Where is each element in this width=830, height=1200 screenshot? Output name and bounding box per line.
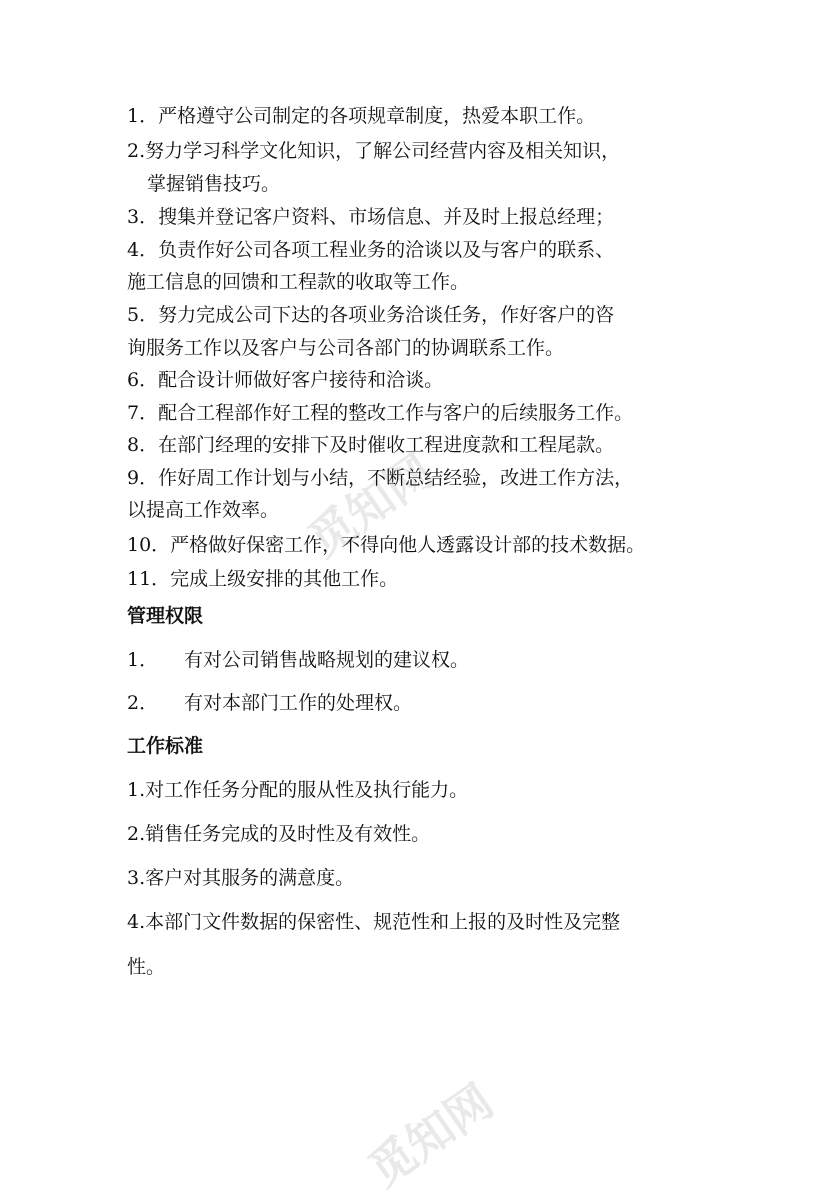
duty-line: 询服务工作以及客户与公司各部门的协调联系工作。	[127, 337, 565, 359]
standard-item: 性。	[127, 956, 166, 978]
duty-line: 3．搜集并登记客户资料、市场信息、并及时上报总经理；	[127, 206, 615, 228]
authority-heading: 管理权限	[127, 605, 204, 627]
authority-item-number: 2．	[127, 692, 159, 714]
standard-item: 1.对工作任务分配的服从性及执行能力。	[127, 779, 469, 801]
duty-line: 11．完成上级安排的其他工作。	[127, 568, 399, 590]
authority-item-text: 有对公司销售战略规划的建议权。	[184, 649, 470, 671]
duty-line: 掌握销售技巧。	[147, 173, 281, 195]
duty-line: 4．负责作好公司各项工程业务的洽谈以及与客户的联系、	[127, 239, 615, 261]
duty-line: 1．严格遵守公司制定的各项规章制度，热爱本职工作。	[127, 105, 596, 127]
standard-item: 3.客户对其服务的满意度。	[127, 867, 355, 889]
duty-line: 5．努力完成公司下达的各项业务洽谈任务，作好客户的咨	[127, 304, 615, 326]
duty-line: 施工信息的回馈和工程款的收取等工作。	[127, 271, 470, 293]
duty-line: 10．严格做好保密工作，不得向他人透露设计部的技术数据。	[127, 534, 646, 556]
authority-item	[127, 644, 469, 677]
authority-item-text: 有对本部门工作的处理权。	[184, 692, 413, 714]
duty-line: 7．配合工程部作好工程的整改工作与客户的后续服务工作。	[127, 402, 634, 424]
standard-item: 4.本部门文件数据的保密性、规范性和上报的及时性及完整	[127, 911, 621, 933]
authority-item-number: 1．	[127, 649, 159, 671]
watermark: 觅知网	[298, 443, 443, 568]
duty-line: 2.努力学习科学文化知识，了解公司经营内容及相关知识，	[127, 140, 621, 162]
duty-line: 8．在部门经理的安排下及时催收工程进度款和工程尾款。	[127, 434, 615, 456]
standard-item: 2.销售任务完成的及时性及有效性。	[127, 823, 431, 845]
duty-line: 6．配合设计师做好客户接待和洽谈。	[127, 369, 444, 391]
standards-heading: 工作标准	[127, 735, 204, 757]
duty-line: 9．作好周工作计划与小结，不断总结经验，改进工作方法，	[127, 467, 634, 489]
duty-line: 以提高工作效率。	[127, 499, 280, 521]
authority-item	[127, 687, 412, 720]
watermark: 觅知网	[358, 1073, 503, 1198]
